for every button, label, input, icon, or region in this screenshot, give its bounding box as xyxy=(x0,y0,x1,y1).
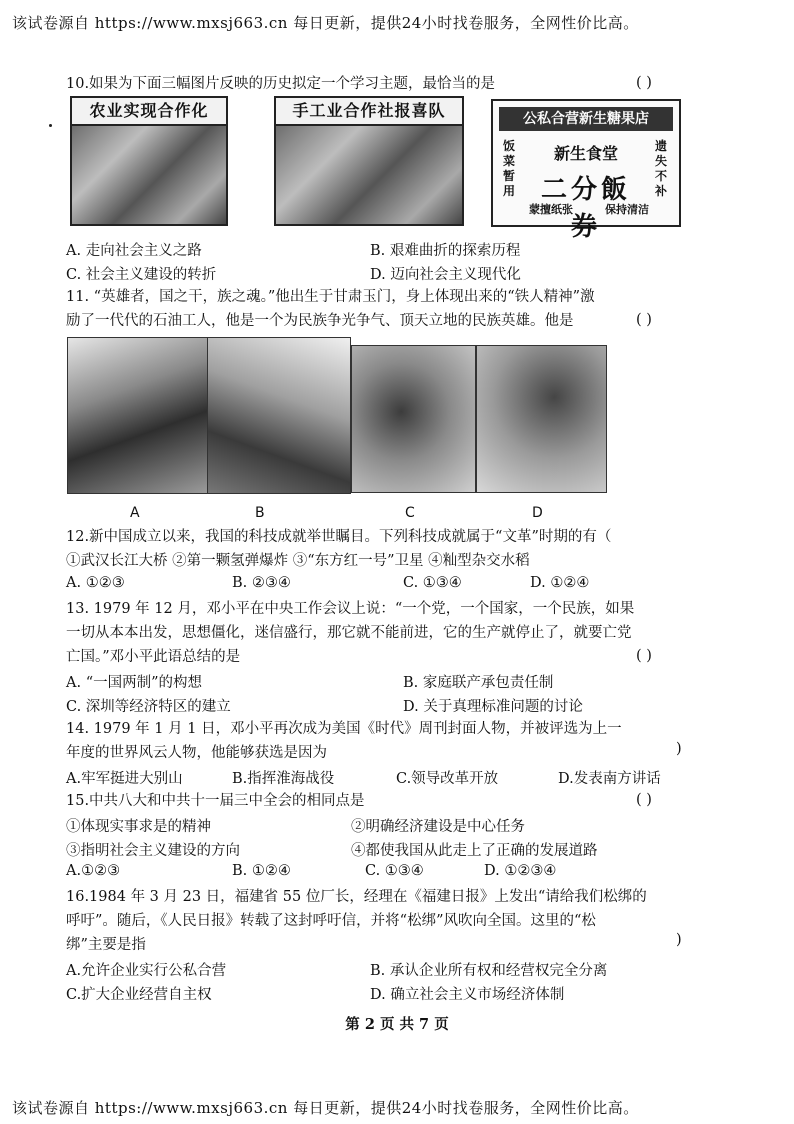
q12-stem: 12.新中国成立以来，我国的科技成就举世瞩目。下列科技成就属于“文革”时期的有（ xyxy=(66,529,612,545)
q11-photo-a xyxy=(67,337,209,494)
q13-option-d: D. 关于真理标准问题的讨论 xyxy=(403,699,583,715)
footer-watermark: 该试卷源自 https://www.mxsj663.cn 每日更新，提供24小时找卷服务，全网性价比高。 xyxy=(12,1099,639,1117)
ticket-foot-left: 蒙擅纸张 xyxy=(529,203,573,216)
q10-image-agriculture xyxy=(70,96,228,226)
q16-option-c: C.扩大企业经营自主权 xyxy=(66,987,212,1003)
stray-dot xyxy=(49,124,52,127)
q11-answer-paren: ( ) xyxy=(636,312,652,328)
ticket-top: 公私合营新生糖果店 xyxy=(499,107,673,131)
q10-image1-caption: 农业实现合作化 xyxy=(72,98,226,126)
q11-label-a: A xyxy=(130,505,140,521)
q10-image2-caption: 手工业合作社报喜队 xyxy=(276,98,462,126)
q12-option-b: B. ②③④ xyxy=(232,575,291,591)
q10-answer-paren: ( ) xyxy=(636,75,652,91)
q11-label-c: C xyxy=(405,505,415,521)
q11-label-d: D xyxy=(532,505,543,521)
q10-image-meal-ticket xyxy=(491,99,681,242)
q15-item-1: ①体现实事求是的精神 xyxy=(66,819,211,835)
q10-option-c: C. 社会主义建设的转折 xyxy=(66,267,217,283)
q10-image1-scene xyxy=(72,126,226,224)
q14-answer-close: ) xyxy=(676,741,682,757)
q15-item-4: ④都使我国从此走上了正确的发展道路 xyxy=(351,843,598,859)
q16-answer-close: ) xyxy=(676,932,682,948)
q15-option-c: C. ①③④ xyxy=(365,863,424,879)
ticket-foot-right: 保持清洁 xyxy=(605,203,649,216)
q14-line2: 年度的世界风云人物，他能够获选是因为 xyxy=(66,745,327,761)
q14-line1: 14. 1979 年 1 月 1 日，邓小平再次成为美国《时代》周刊封面人物，并被评选为上一 xyxy=(66,721,622,737)
q12-option-d: D. ①②④ xyxy=(530,575,590,591)
q12-option-c: C. ①③④ xyxy=(403,575,462,591)
ticket-foot xyxy=(529,201,649,217)
q10-image-handicraft xyxy=(274,96,464,226)
q11-line2: 励了一代代的石油工人，他是一个为民族争光争气、顶天立地的民族英雄。他是 xyxy=(66,313,574,329)
q14-option-c: C.领导改革开放 xyxy=(396,771,499,787)
q13-line3: 亡国。”邓小平此语总结的是 xyxy=(66,649,241,665)
q12-items: ①武汉长江大桥 ②第一颗氢弹爆炸 ③“东方红一号”卫星 ④籼型杂交水稻 xyxy=(66,553,530,569)
q15-answer-paren: ( ) xyxy=(636,792,652,808)
ticket-left: 饭菜暂用 xyxy=(503,139,516,198)
q10-image2-scene xyxy=(276,126,462,224)
q11-line1: 11. “英雄者，国之干，族之魂。”他出生于甘肃玉门，身上体现出来的“铁人精神”激 xyxy=(66,289,595,305)
header-watermark: 该试卷源自 https://www.mxsj663.cn 每日更新，提供24小时找卷服务，全网性价比高。 xyxy=(12,14,639,32)
q11-label-b: B xyxy=(255,505,265,521)
q10-option-a: A. 走向社会主义之路 xyxy=(66,243,202,259)
q14-option-a: A.牢军挺进大别山 xyxy=(66,771,183,787)
q13-line2: 一切从本本出发，思想僵化，迷信盛行，那它就不能前进，它的生产就停止了，就要亡党 xyxy=(66,625,632,641)
q15-item-3: ③指明社会主义建设的方向 xyxy=(66,843,240,859)
q15-option-a: A.①②③ xyxy=(66,863,121,879)
q16-line3: 绑”主要是指 xyxy=(66,937,146,953)
q15-option-d: D. ①②③④ xyxy=(484,863,557,879)
q11-photo-c xyxy=(351,345,476,493)
q14-option-d: D.发表南方讲话 xyxy=(558,771,661,787)
q15-option-b: B. ①②④ xyxy=(232,863,291,879)
q16-option-b: B. 承认企业所有权和经营权完全分离 xyxy=(370,963,608,979)
page-number: 第 2 页 共 7 页 xyxy=(345,1016,449,1033)
q13-answer-paren: ( ) xyxy=(636,648,652,664)
q10-option-d: D. 迈向社会主义现代化 xyxy=(370,267,521,283)
q13-option-b: B. 家庭联产承包责任制 xyxy=(403,675,554,691)
ticket-mid1: 新生食堂 xyxy=(553,144,618,163)
q16-line1: 16.1984 年 3 月 23 日，福建省 55 位厂长，经理在《福建日报》上发出“请给我们松绑的 xyxy=(66,889,647,905)
q14-option-b: B.指挥淮海战役 xyxy=(232,771,335,787)
q10-option-b: B. 艰难曲折的探索历程 xyxy=(370,243,521,259)
q12-option-a: A. ①②③ xyxy=(66,575,125,591)
q15-item-2: ②明确经济建设是中心任务 xyxy=(351,819,525,835)
q13-option-c: C. 深圳等经济特区的建立 xyxy=(66,699,231,715)
q11-photo-b xyxy=(207,337,351,494)
ticket-right: 遗失不补 xyxy=(655,139,668,198)
q13-line1: 13. 1979 年 12 月，邓小平在中央工作会议上说：“一个党，一个国家，一个民族，如果 xyxy=(66,601,635,617)
q13-option-a: A. “一国两制”的构想 xyxy=(66,675,203,691)
q10-stem: 10.如果为下面三幅图片反映的历史拟定一个学习主题，最恰当的是 xyxy=(66,76,496,92)
q11-photo-d xyxy=(476,345,607,493)
ticket-mid2: 二分飯券 xyxy=(540,175,631,242)
q16-option-a: A.允许企业实行公私合营 xyxy=(66,963,227,979)
q15-stem: 15.中共八大和中共十一届三中全会的相同点是 xyxy=(66,793,365,809)
q16-line2: 呼吁”。随后，《人民日报》转载了这封呼吁信，并将“松绑”风吹向全国。这里的“松 xyxy=(66,913,596,929)
q16-option-d: D. 确立社会主义市场经济体制 xyxy=(370,987,565,1003)
